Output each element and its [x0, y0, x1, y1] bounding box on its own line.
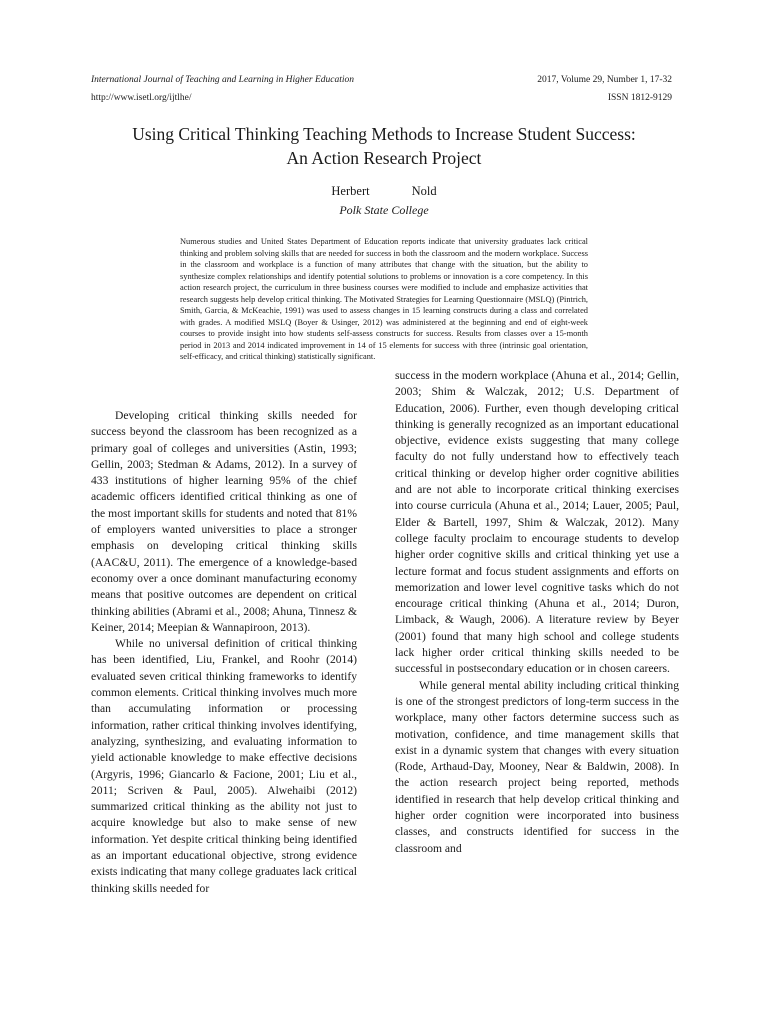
paper-title: [60, 122, 708, 170]
body-column-left: [91, 408, 357, 897]
title-line-2: An Action Research Project: [286, 148, 482, 168]
issn: ISSN 1812-9129: [607, 93, 672, 103]
journal-name: International Journal of Teaching and Learning in Higher Education: [91, 75, 354, 85]
author-name: [0, 183, 768, 199]
author-last-name: Nold: [411, 184, 437, 198]
author-first-name: Herbert: [331, 184, 370, 198]
volume-info: 2017, Volume 29, Number 1, 17-32: [537, 75, 672, 85]
body-paragraph: While no universal definition of critical thinking has been identified, Liu, Frankel, and Roohr (2014) evaluated seven critical thinking frameworks to identify common elements. Critical thinking involves much more than accumulating information or processing information, rather critical thinking involves identifying, analyzing, synthesizing, and evaluating information to yield actionable knowledge to make effective decisions (Argyris, 1996; Giancarlo & Facione, 2001; Liu et al., 2011; Scriven & Paul, 2005). Alwehaibi (2012) summarized critical thinking as the ability not just to acquire knowledge but also to make sense of new information. Yet despite critical thinking being identified as an important educational objective, strong evidence exists indicating that many college graduates lack critical thinking skills needed for: [91, 637, 357, 895]
author-affiliation: Polk State College: [339, 203, 429, 217]
body-column-right: [395, 368, 679, 857]
body-paragraph: Developing critical thinking skills needed for success beyond the classroom has been recognized as a primary goal of colleges and universities (Astin, 1993; Gellin, 2003; Stedman & Adams, 2012). In a survey of 433 institutions of higher learning 95% of the chief academic officers identified critical thinking as one of the most important skills for students and noted that 81% of employers wanted universities to place a stronger emphasis on developing critical thinking skills (AAC&U, 2011). The emergence of a knowledge-based economy over a once dominant manufacturing economy means that positive outcomes are dependent on critical thinking abilities (Abrami et al., 2008; Ahuna, Tinnesz & Keiner, 2014; Meepian & Wannapiroon, 2013).: [91, 409, 357, 634]
abstract: Numerous studies and United States Department of Education reports indicate that university graduates lack critical thinking and problem solving skills that are needed for success in both the classroom and the modern workplace. Success in the classroom and workplace is a function of many attributes that change with the situation, but the ability to synthesize complex relationships and identify potential solutions to problems or innovation is a core competency. In this action research project, the curriculum in three business courses were modified to include and emphasize activities that research suggests help develop critical thinking. The Motivated Strategies for Learning Questionnaire (MSLQ) (Pintrich, Smith, Garcia, & McKeachie, 1991) was used to assess changes in 15 learning constructs during a class and correlated with grades. A modified MSLQ (Boyer & Usinger, 2012) was administered at the beginning and end of eight-week courses to provide insight into how students self-assess constructs for success. Results from classes over a 15-month period in 2013 and 2014 indicated improvement in 14 of 15 elements for success with three (intrinsic goal orientation, self-efficacy, and critical thinking) statistically significant.: [180, 237, 588, 361]
journal-url[interactable]: http://www.isetl.org/ijtlhe/: [91, 93, 192, 103]
body-paragraph: While general mental ability including critical thinking is one of the strongest predictors of long-term success in the workplace, many other factors determine success such as motivation, confidence, and time management skills that exist in a dynamic system that changes with every situation (Rode, Arthaud-Day, Mooney, Near & Baldwin, 2008). In the action research project being reported, methods identified in research that help develop critical thinking and higher order cognition were incorporated into business classes, and constructs identified for success in the classroom and: [395, 678, 679, 855]
title-line-1: Using Critical Thinking Teaching Methods to Increase Student Success:: [132, 124, 636, 144]
body-paragraph: success in the modern workplace (Ahuna et al., 2014; Gellin, 2003; Shim & Walczak, 2012; U.S. Department of Education, 2006). Further, even though developing critical thinking is generally recognized as an important educational objective, evidence exists suggesting that many college faculty do not fully understand how to effectively teach critical thinking or develop higher order cognitive abilities and are not able to incorporate critical thinking exercises into course curricula (Ahuna et al., 2014; Lauer, 2005; Paul, Elder & Bartell, 1997, Shim & Walczak, 2012). Many college faculty proclaim to encourage students to develop higher order cognitive skills and critical thinking yet use a lecture format and focus student assignments and efforts on memorization and lower level cognitive tasks which do not encourage critical thinking (Ahuna et al., 2014; Duron, Limback, & Waugh, 2006). A literature review by Beyer (2001) found that many high school and college students lack higher order critical thinking skills needed to be successful in postsecondary education or in chosen careers.: [395, 369, 679, 676]
